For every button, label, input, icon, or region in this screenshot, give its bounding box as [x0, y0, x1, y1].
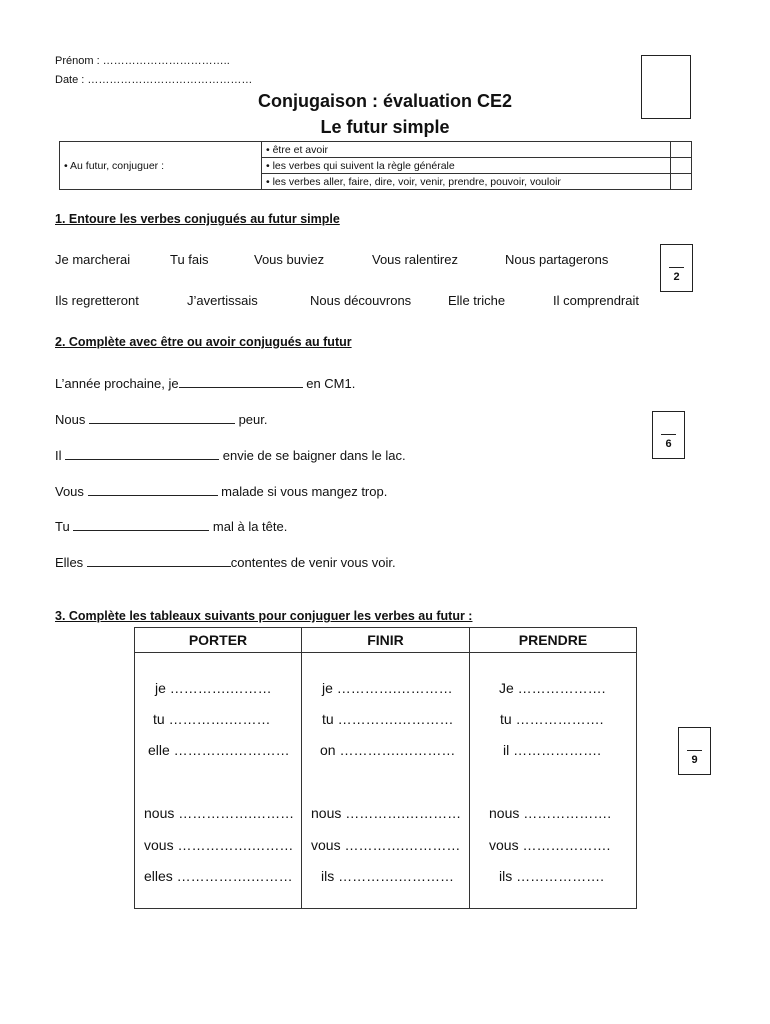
ex2-sentence: Il envie de se baigner dans le lac. — [55, 448, 406, 463]
criteria-check-cell — [671, 174, 692, 190]
exercise2-title: 2. Complète avec être ou avoir conjugués au futur — [55, 335, 352, 349]
conjugation-line[interactable]: je ………….……… — [155, 680, 272, 696]
ex1-word: J’avertissais — [187, 293, 258, 308]
page-title: Conjugaison : évaluation CE2 — [257, 91, 513, 111]
exercise3-score-box — [678, 727, 711, 775]
answer-blank[interactable] — [88, 483, 218, 496]
ex1-word: Je marcherai — [55, 252, 131, 267]
exercise3-title: 3. Complète les tableaux suivants pour conjuguer les verbes au futur : — [55, 609, 473, 623]
verb-header-porter: PORTER — [135, 628, 302, 653]
ex1-word: Vous buviez — [254, 252, 325, 267]
ex1-word: Elle triche — [448, 293, 506, 308]
ex1-word: Il comprendrait — [553, 293, 639, 308]
verb-header-prendre: PRENDRE — [470, 628, 636, 653]
conjugation-line[interactable]: nous …………….……… — [144, 805, 295, 821]
conjugation-line[interactable]: tu ………….……… — [153, 711, 271, 727]
exercise2-score: 6 — [665, 438, 672, 450]
conjugation-line[interactable]: nous ………….………… — [311, 805, 462, 821]
date-field: Date : ……………………………………… — [55, 74, 253, 86]
conjugation-line[interactable]: vous ………….………… — [311, 837, 461, 853]
ex1-word: Nous découvrons — [310, 293, 412, 308]
answer-blank[interactable] — [89, 411, 235, 424]
conjugation-line[interactable]: on ………….………… — [320, 742, 456, 758]
exercise3-score: 9 — [691, 754, 698, 766]
verb-column-finir — [302, 653, 470, 908]
verb-column-porter — [135, 653, 302, 908]
exercise1-score: 2 — [673, 271, 680, 283]
exercise1-score-box — [660, 244, 693, 292]
ex2-sentence: Elles contentes de venir vous voir. — [55, 555, 396, 570]
answer-blank[interactable] — [65, 447, 219, 460]
conjugation-table — [134, 627, 637, 909]
criteria-item: • les verbes aller, faire, dire, voir, venir, prendre, pouvoir, vouloir — [262, 174, 671, 190]
conjugation-line[interactable]: nous ………………. — [489, 805, 612, 821]
criteria-check-cell — [671, 142, 692, 158]
conjugation-line[interactable]: elle ………….………… — [148, 742, 290, 758]
verb-column-prendre — [470, 653, 636, 908]
conjugation-line[interactable]: tu ………….………… — [322, 711, 454, 727]
exercise1-title: 1. Entoure les verbes conjugués au futur simple — [55, 212, 340, 226]
conjugation-line[interactable]: je ………….………… — [322, 680, 453, 696]
exercise2-score-box — [652, 411, 685, 459]
criteria-label: • Au futur, conjuguer : — [60, 142, 262, 190]
conjugation-line[interactable]: vous ………………. — [489, 837, 611, 853]
ex2-sentence: Tu mal à la tête. — [55, 519, 288, 534]
ex2-sentence: Nous peur. — [55, 412, 268, 427]
conjugation-line[interactable]: Je ………………. — [499, 680, 606, 696]
answer-blank[interactable] — [73, 518, 209, 531]
page-subtitle: Le futur simple — [320, 117, 450, 137]
ex1-word: Tu fais — [170, 252, 209, 267]
criteria-table — [59, 141, 692, 190]
prenom-field: Prénom : …………………………….. — [55, 55, 230, 67]
conjugation-line[interactable]: ils ………….………… — [321, 868, 454, 884]
ex2-sentence: L’année prochaine, je en CM1. — [55, 376, 356, 391]
conjugation-line[interactable]: elles …………….……… — [144, 868, 293, 884]
ex1-word: Vous ralentirez — [372, 252, 458, 267]
ex1-word: Ils regretteront — [55, 293, 139, 308]
verb-header-finir: FINIR — [302, 628, 470, 653]
conjugation-line[interactable]: tu ………………. — [500, 711, 604, 727]
answer-blank[interactable] — [87, 554, 231, 567]
ex1-word: Nous partagerons — [505, 252, 609, 267]
criteria-item: • les verbes qui suivent la règle générale — [262, 158, 671, 174]
criteria-item: • être et avoir — [262, 142, 671, 158]
conjugation-line[interactable]: ils ………………. — [499, 868, 604, 884]
conjugation-line[interactable]: il ………………. — [503, 742, 601, 758]
answer-blank[interactable] — [179, 375, 303, 388]
criteria-check-cell — [671, 158, 692, 174]
conjugation-line[interactable]: vous …………….……… — [144, 837, 294, 853]
ex2-sentence: Vous malade si vous mangez trop. — [55, 484, 388, 499]
